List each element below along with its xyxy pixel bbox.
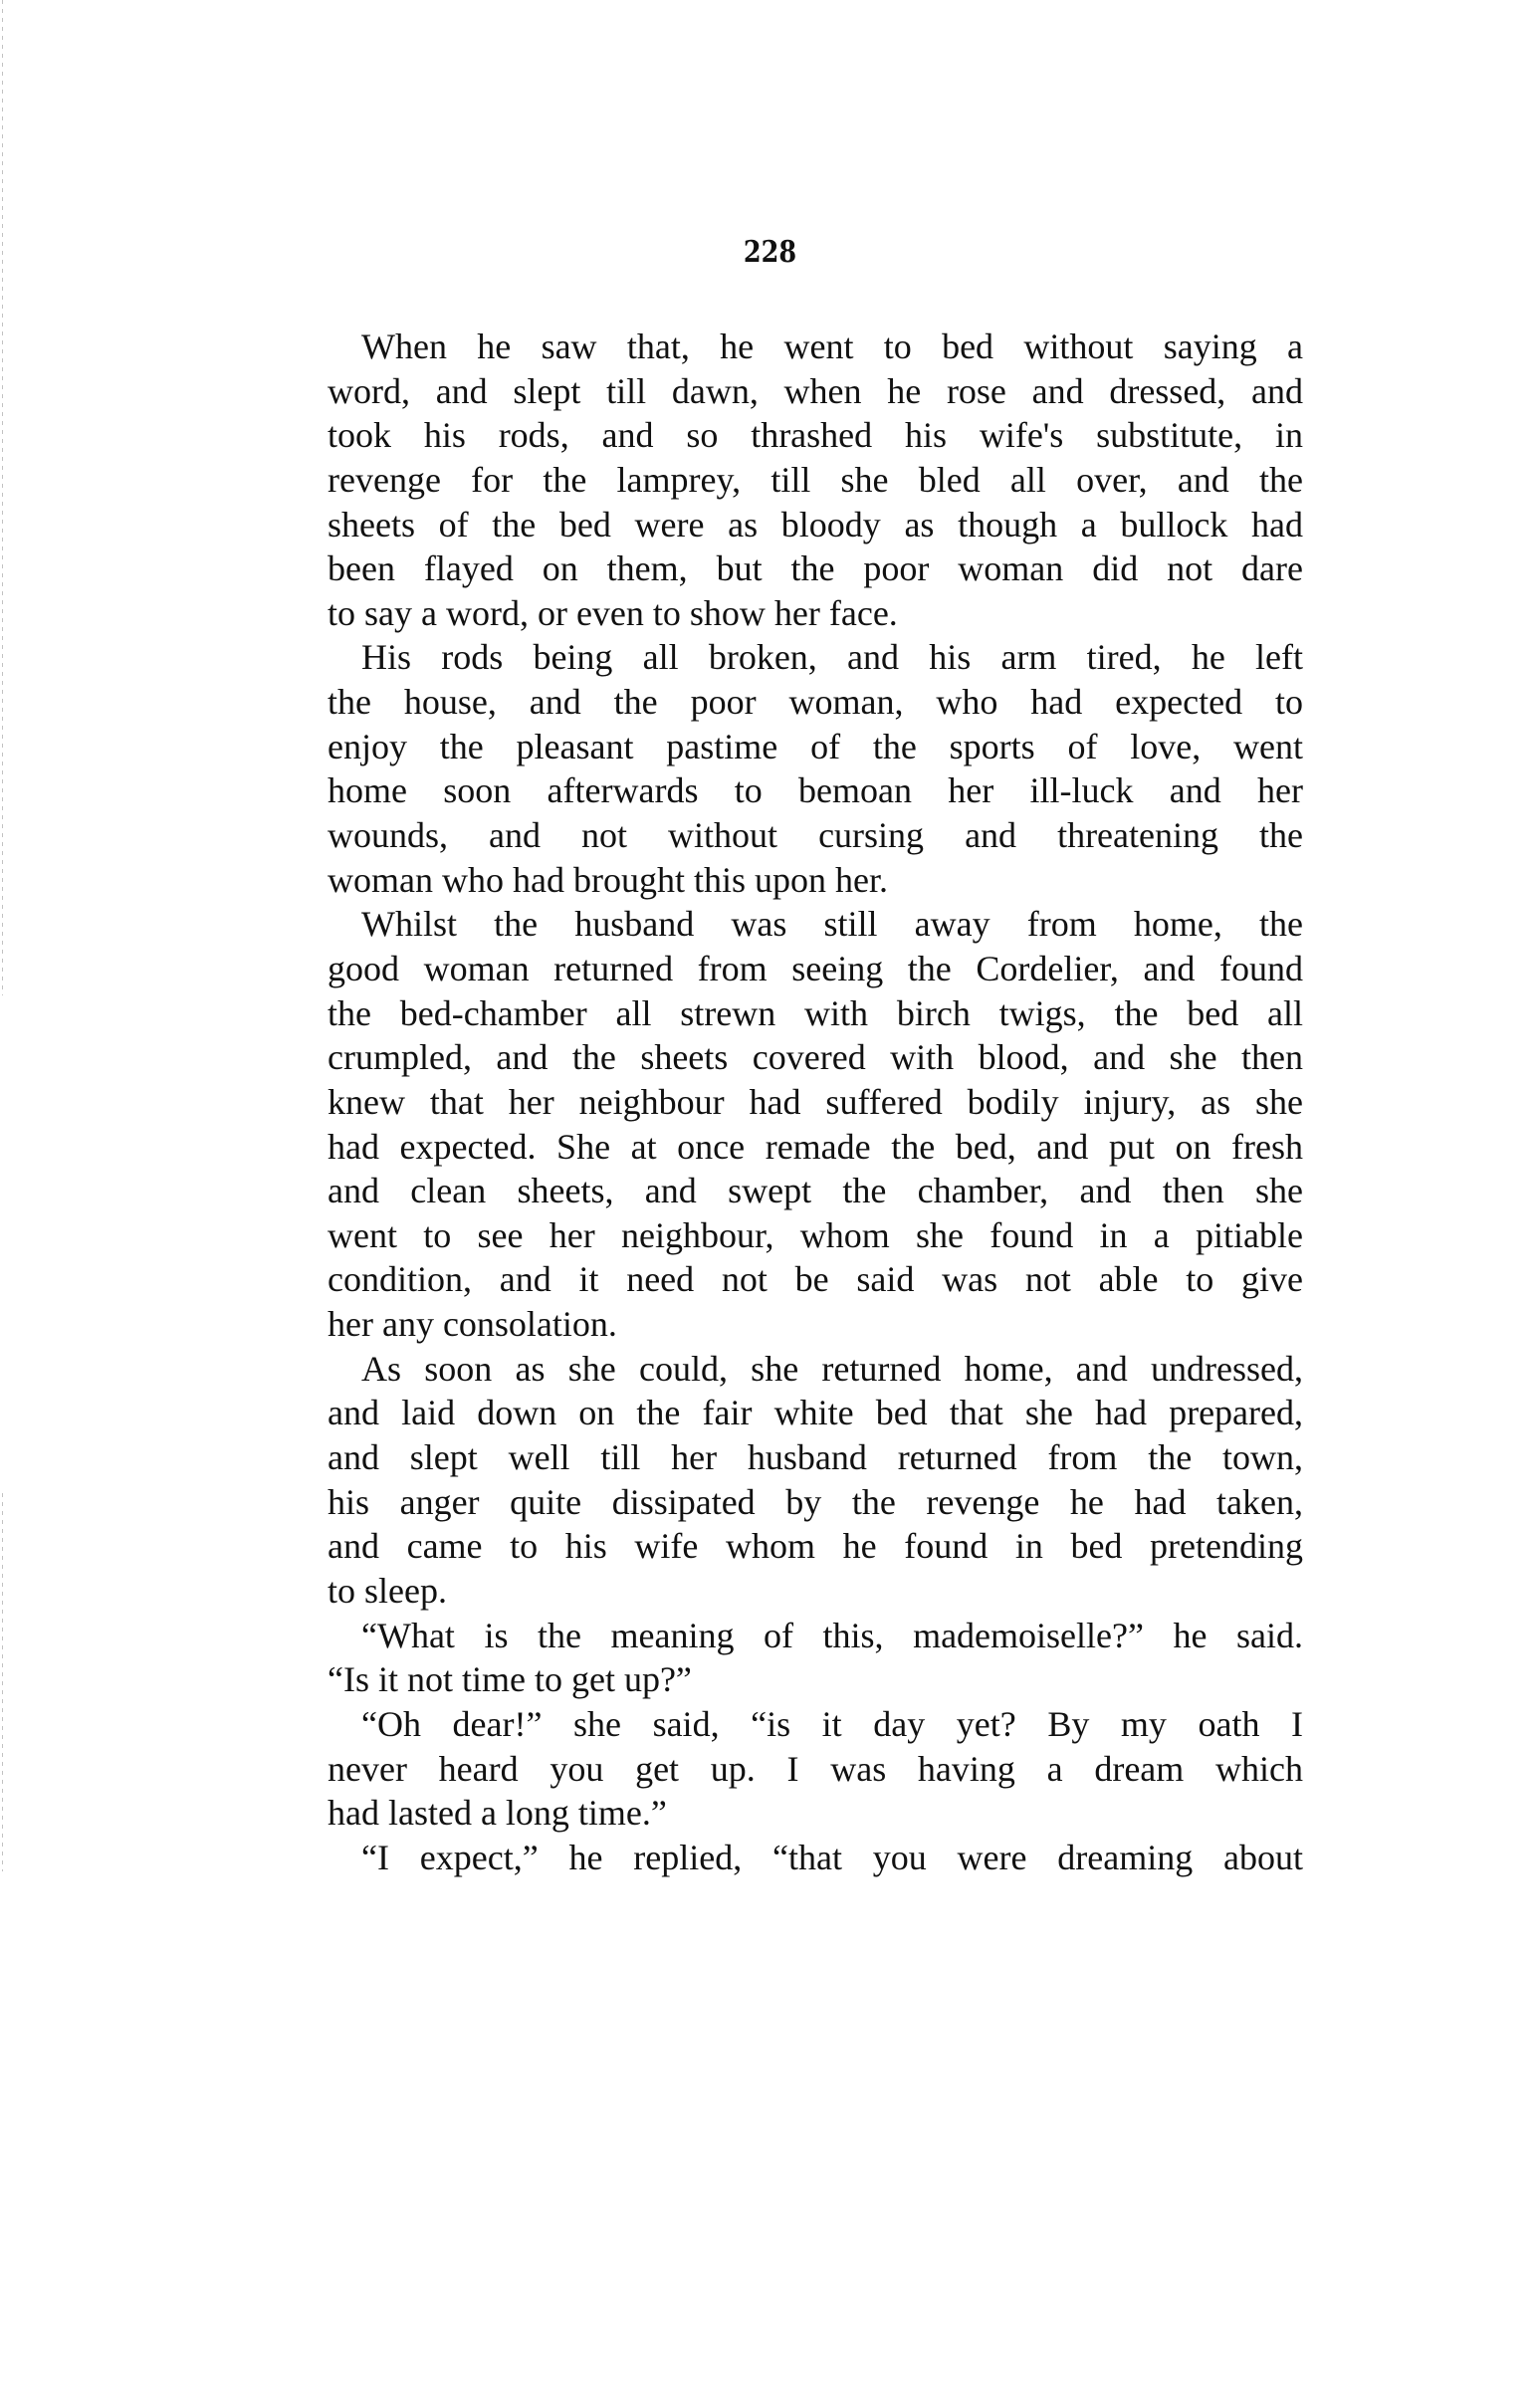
text-line: word, and slept till dawn, when he rose and dressed, and — [328, 370, 1303, 411]
text-line: to say a word, or even to show her face. — [328, 592, 898, 633]
text-line: been flayed on them, but the poor woman did not dare — [328, 548, 1303, 589]
text-line: never heard you get up. I was having a dream which — [328, 1748, 1303, 1789]
scan-edge-mark — [2, 0, 3, 995]
text-line: Whilst the husband was still away from home, the — [361, 904, 1303, 945]
scan-edge-mark — [2, 1493, 3, 1871]
text-line: His rods being all broken, and his arm tired, he left — [361, 637, 1303, 678]
text-line: the bed-chamber all strewn with birch twigs, the bed all — [328, 992, 1303, 1033]
text-line: “Oh dear!” she said, “is it day yet? By my oath I — [361, 1703, 1303, 1744]
text-line: her any consolation. — [328, 1304, 617, 1345]
text-line: knew that her neighbour had suffered bodily injury, as she — [328, 1081, 1303, 1122]
text-line: took his rods, and so thrashed his wife's substitute, in — [328, 415, 1303, 456]
paragraph — [328, 325, 1303, 635]
text-line: had lasted a long time.” — [328, 1793, 667, 1834]
paragraph — [328, 902, 1303, 1346]
text-line: enjoy the pleasant pastime of the sports of love, went — [328, 726, 1303, 766]
text-line: went to see her neighbour, whom she found in a pitiable — [328, 1214, 1303, 1255]
text-line: home soon afterwards to bemoan her ill-luck and her — [328, 770, 1303, 811]
text-line: and slept well till her husband returned from the town, — [328, 1437, 1303, 1478]
text-line: had expected. She at once remade the bed, and put on fresh — [328, 1126, 1303, 1167]
text-line: condition, and it need not be said was not able to give — [328, 1259, 1303, 1300]
text-line: and laid down on the fair white bed that she had prepared, — [328, 1393, 1303, 1433]
text-line: “What is the meaning of this, mademoiselle?” he said. — [361, 1615, 1303, 1655]
text-line: wounds, and not without cursing and threatening the — [328, 815, 1303, 856]
text-line: woman who had brought this upon her. — [328, 859, 888, 900]
text-line: crumpled, and the sheets covered with blood, and she then — [328, 1037, 1303, 1078]
paragraph — [328, 635, 1303, 902]
text-line: “Is it not time to get up?” — [328, 1659, 692, 1700]
text-line: the house, and the poor woman, who had expected to — [328, 682, 1303, 723]
text-line: When he saw that, he went to bed without saying a — [361, 326, 1303, 366]
text-line: his anger quite dissipated by the revenge he had taken, — [328, 1481, 1303, 1522]
paragraph — [328, 1836, 1303, 1880]
paragraph — [328, 1347, 1303, 1614]
text-line: to sleep. — [328, 1570, 447, 1611]
text-line: and clean sheets, and swept the chamber, and then she — [328, 1171, 1303, 1211]
body-text — [328, 325, 1303, 1879]
text-line: sheets of the bed were as bloody as though a bullock had — [328, 504, 1303, 544]
page-number: 228 — [743, 235, 797, 270]
text-line: “I expect,” he replied, “that you were dreaming about — [361, 1837, 1303, 1877]
paragraph — [328, 1614, 1303, 1702]
text-line: good woman returned from seeing the Cordelier, and found — [328, 948, 1303, 988]
text-line: revenge for the lamprey, till she bled all over, and the — [328, 459, 1303, 500]
paragraph — [328, 1702, 1303, 1836]
text-line: As soon as she could, she returned home, and undressed, — [361, 1348, 1303, 1389]
text-line: and came to his wife whom he found in bed pretending — [328, 1526, 1303, 1567]
